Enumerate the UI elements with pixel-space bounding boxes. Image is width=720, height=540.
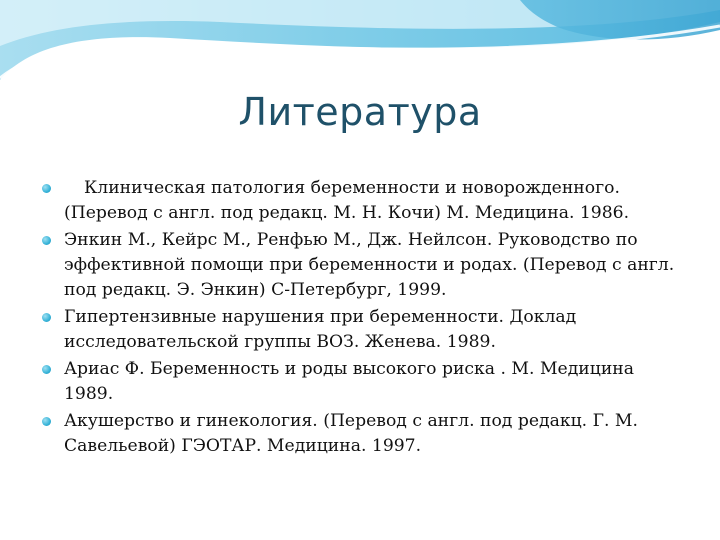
- reference-text: Ариас Ф. Беременность и роды высокого риска . М. Медицина 1989.: [64, 359, 634, 404]
- bullet-icon: [42, 417, 51, 426]
- reference-list: [42, 176, 682, 461]
- reference-text: Энкин М., Кейрс М., Ренфью М., Дж. Нейлсон. Руководство по эффективной помощи при беременности и родах. (Перевод с англ. под редакц. Э. Энкин) С-Петербург, 1999.: [64, 230, 675, 300]
- reference-text: Гипертензивные нарушения при беременности. Доклад исследовательской группы ВОЗ. Женева. 1989.: [64, 307, 577, 352]
- reference-text: Клиническая патология беременности и новорожденного. (Перевод с англ. под редакц. М. Н. Кочи) М. Медицина. 1986.: [64, 178, 630, 223]
- list-item: [42, 357, 682, 407]
- list-item: [42, 409, 682, 459]
- list-item: [42, 228, 682, 303]
- bullet-icon: [42, 184, 51, 193]
- bullet-icon: [42, 365, 51, 374]
- bullet-icon: [42, 236, 51, 245]
- list-item: [42, 305, 682, 355]
- list-item: [42, 176, 682, 226]
- reference-text: Акушерство и гинекология. (Перевод с англ. под редакц. Г. М. Савельевой) ГЭОТАР. Медицина. 1997.: [64, 411, 638, 456]
- slide-title: Литература: [238, 90, 482, 134]
- bullet-icon: [42, 313, 51, 322]
